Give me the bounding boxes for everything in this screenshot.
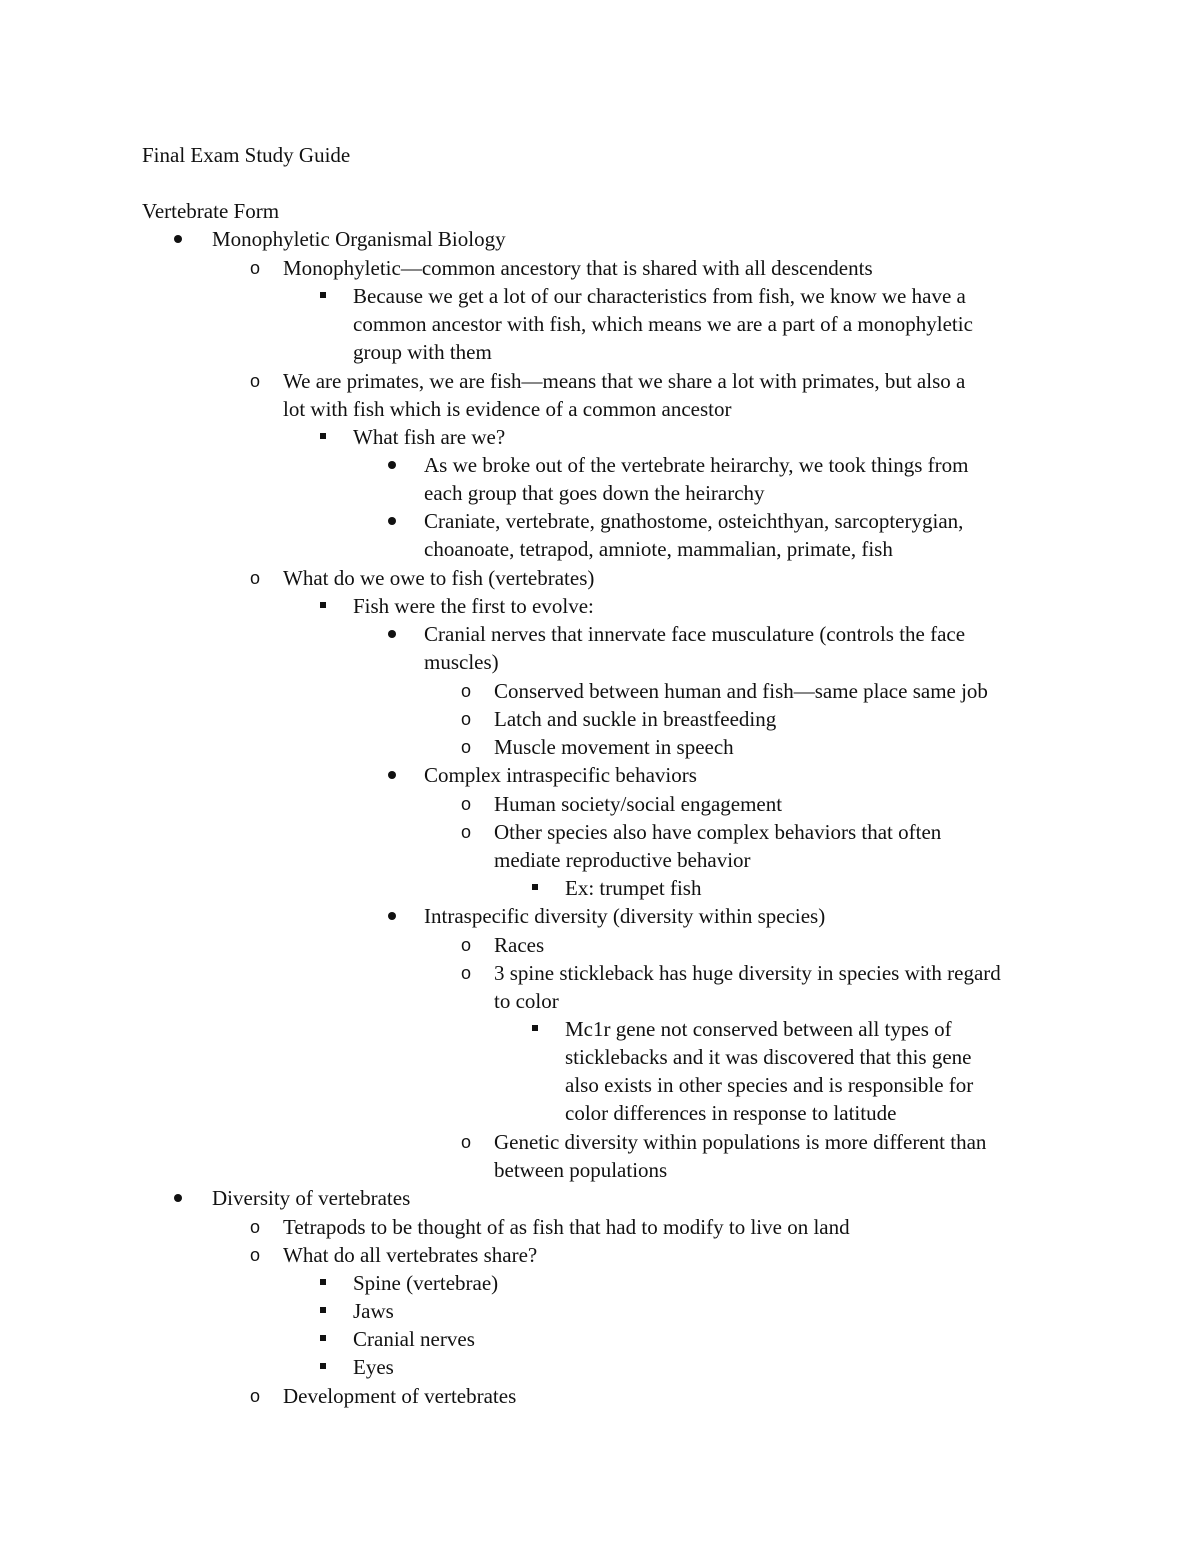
list-item: As we broke out of the vertebrate heirarchy, we took things from <box>424 453 969 477</box>
disc-bullet-icon <box>388 771 396 779</box>
square-bullet-icon <box>320 1279 326 1285</box>
circle-bullet-icon: o <box>461 822 472 842</box>
circle-bullet-icon: o <box>250 568 261 588</box>
circle-bullet-icon: o <box>461 794 472 814</box>
list-item: Cranial nerves that innervate face musculature (controls the face <box>424 622 966 646</box>
circle-bullet-icon: o <box>250 1245 261 1265</box>
list-item: Development of vertebrates <box>283 1384 517 1408</box>
list-item: 3 spine stickleback has huge diversity in species with regard <box>494 961 1001 985</box>
square-bullet-icon <box>320 1335 326 1341</box>
list-item: also exists in other species and is responsible for <box>565 1073 974 1097</box>
list-item: Fish were the first to evolve: <box>353 594 594 618</box>
circle-bullet-icon: o <box>250 371 261 391</box>
list-item: each group that goes down the heirarchy <box>424 481 765 505</box>
circle-bullet-icon: o <box>250 1217 261 1237</box>
disc-bullet-icon <box>174 1194 182 1202</box>
list-item: color differences in response to latitude <box>565 1101 897 1125</box>
list-item: Tetrapods to be thought of as fish that had to modify to live on land <box>283 1215 850 1239</box>
square-bullet-icon <box>320 1363 326 1369</box>
list-item: common ancestor with fish, which means we are a part of a monophyletic <box>353 312 973 336</box>
list-item: Latch and suckle in breastfeeding <box>494 707 777 731</box>
list-item: Other species also have complex behaviors that often <box>494 820 942 844</box>
disc-bullet-icon <box>388 912 396 920</box>
list-item: What do we owe to fish (vertebrates) <box>283 566 595 590</box>
list-item: Spine (vertebrae) <box>353 1271 499 1295</box>
circle-bullet-icon: o <box>461 681 472 701</box>
square-bullet-icon <box>532 1025 538 1031</box>
square-bullet-icon <box>320 602 326 608</box>
section-heading: Vertebrate Form <box>142 199 280 223</box>
square-bullet-icon <box>320 433 326 439</box>
list-item: Diversity of vertebrates <box>212 1186 411 1210</box>
list-item: What do all vertebrates share? <box>283 1243 538 1267</box>
circle-bullet-icon: o <box>461 1132 472 1152</box>
list-item: Eyes <box>353 1355 394 1379</box>
circle-bullet-icon: o <box>461 737 472 757</box>
list-item: Genetic diversity within populations is more different than <box>494 1130 987 1154</box>
list-item: Mc1r gene not conserved between all types of <box>565 1017 952 1041</box>
list-item: Cranial nerves <box>353 1327 475 1351</box>
circle-bullet-icon: o <box>461 709 472 729</box>
square-bullet-icon <box>320 292 326 298</box>
list-item: Monophyletic—common ancestory that is shared with all descendents <box>283 256 873 280</box>
list-item: mediate reproductive behavior <box>494 848 751 872</box>
list-item: Complex intraspecific behaviors <box>424 763 697 787</box>
disc-bullet-icon <box>388 630 396 638</box>
list-item: Craniate, vertebrate, gnathostome, osteichthyan, sarcopterygian, <box>424 509 964 533</box>
square-bullet-icon <box>320 1307 326 1313</box>
list-item: choanoate, tetrapod, amniote, mammalian, primate, fish <box>424 537 893 561</box>
circle-bullet-icon: o <box>461 963 472 983</box>
disc-bullet-icon <box>174 235 182 243</box>
disc-bullet-icon <box>388 517 396 525</box>
list-item: Because we get a lot of our characteristics from fish, we know we have a <box>353 284 966 308</box>
list-item: Intraspecific diversity (diversity within species) <box>424 904 826 928</box>
circle-bullet-icon: o <box>250 258 261 278</box>
list-item: Muscle movement in speech <box>494 735 734 759</box>
square-bullet-icon <box>532 884 538 890</box>
list-item: muscles) <box>424 650 499 674</box>
list-item: Monophyletic Organismal Biology <box>212 227 506 251</box>
list-item: Jaws <box>353 1299 394 1323</box>
list-item: Human society/social engagement <box>494 792 783 816</box>
disc-bullet-icon <box>388 461 396 469</box>
list-item: We are primates, we are fish—means that we share a lot with primates, but also a <box>283 369 966 393</box>
list-item: lot with fish which is evidence of a common ancestor <box>283 397 732 421</box>
list-item: Races <box>494 933 545 957</box>
list-item: between populations <box>494 1158 668 1182</box>
list-item: to color <box>494 989 559 1013</box>
list-item: sticklebacks and it was discovered that this gene <box>565 1045 972 1069</box>
document-title: Final Exam Study Guide <box>142 143 351 167</box>
list-item: Ex: trumpet fish <box>565 876 702 900</box>
circle-bullet-icon: o <box>461 935 472 955</box>
list-item: Conserved between human and fish—same place same job <box>494 679 988 703</box>
list-item: What fish are we? <box>353 425 506 449</box>
circle-bullet-icon: o <box>250 1386 261 1406</box>
list-item: group with them <box>353 340 492 364</box>
